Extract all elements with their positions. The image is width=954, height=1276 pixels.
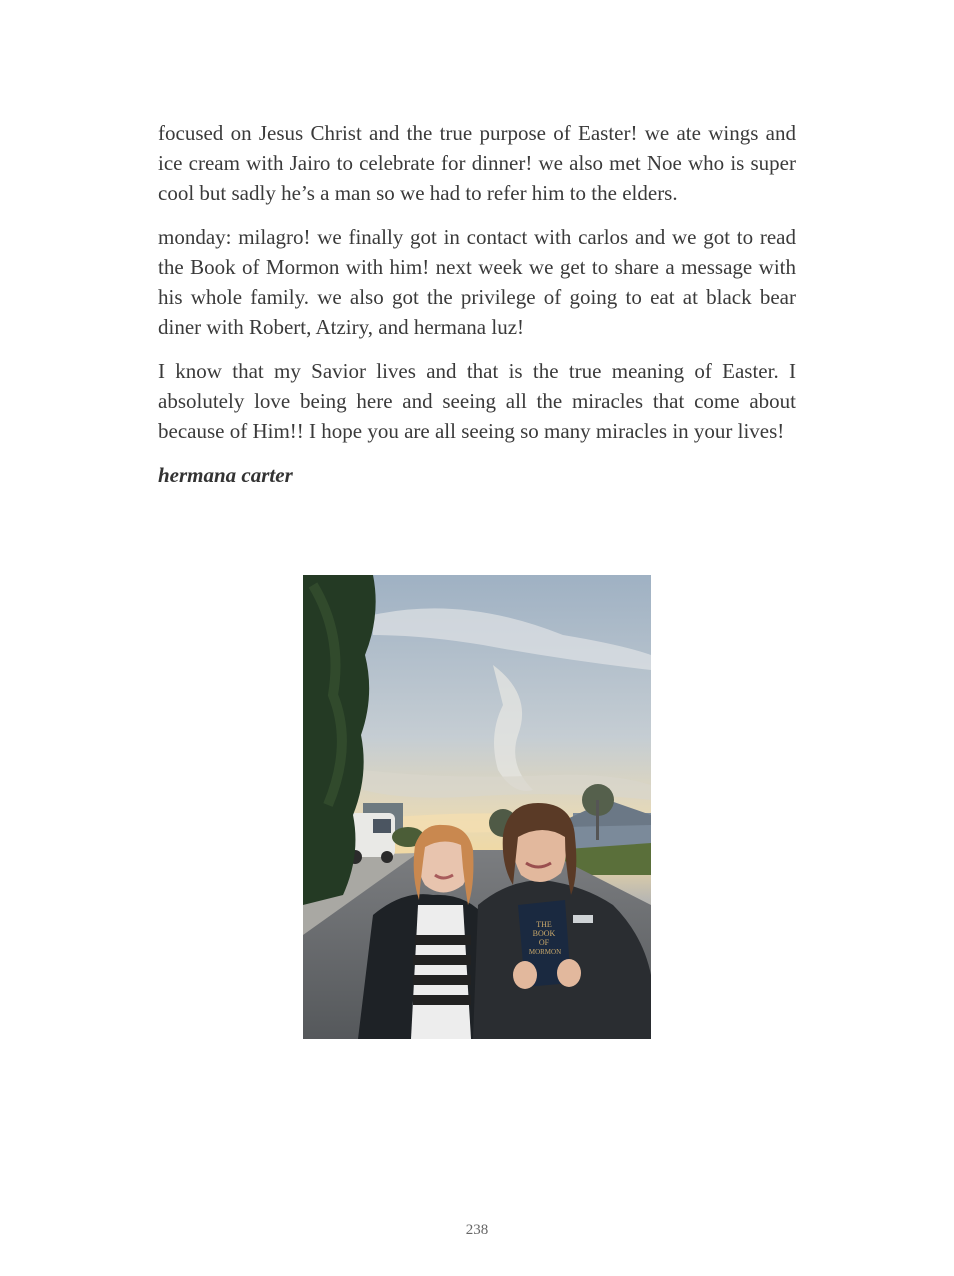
paragraph-monday: monday: milagro! we finally got in contact with carlos and we got to read the Book of Mormon with him! next week we get to share a message with his whole family. we also got the privilege of going to eat at black bear diner with Robert, Atziry, and hermana luz! bbox=[158, 225, 796, 339]
hand-right bbox=[557, 959, 581, 987]
name-tag-right bbox=[573, 915, 593, 923]
paragraph-testimony: I know that my Savior lives and that is the true meaning of Easter. I absolutely love being here and seeing all the miracles that come about because of Him!! I hope you are all seeing so many miracles in your lives! bbox=[158, 359, 796, 443]
missionary-photo bbox=[303, 575, 651, 1039]
signature: hermana carter bbox=[158, 463, 293, 487]
paragraph-easter-sunday: focused on Jesus Christ and the true purpose of Easter! we ate wings and ice cream with Jairo to celebrate for dinner! we also met Noe who is super cool but sadly he’s a man so we had to refer him to the elders. bbox=[158, 121, 796, 205]
page-number: 238 bbox=[465, 1222, 489, 1238]
page-body bbox=[158, 118, 796, 490]
photo-illustration bbox=[303, 575, 651, 1039]
book-title-line-1: THE bbox=[536, 920, 552, 929]
hand-left bbox=[513, 961, 537, 989]
book-title-line-3: OF bbox=[538, 938, 550, 947]
book-title-line-2: BOOK bbox=[532, 929, 556, 938]
book-title-line-4: MORMON bbox=[528, 948, 562, 956]
